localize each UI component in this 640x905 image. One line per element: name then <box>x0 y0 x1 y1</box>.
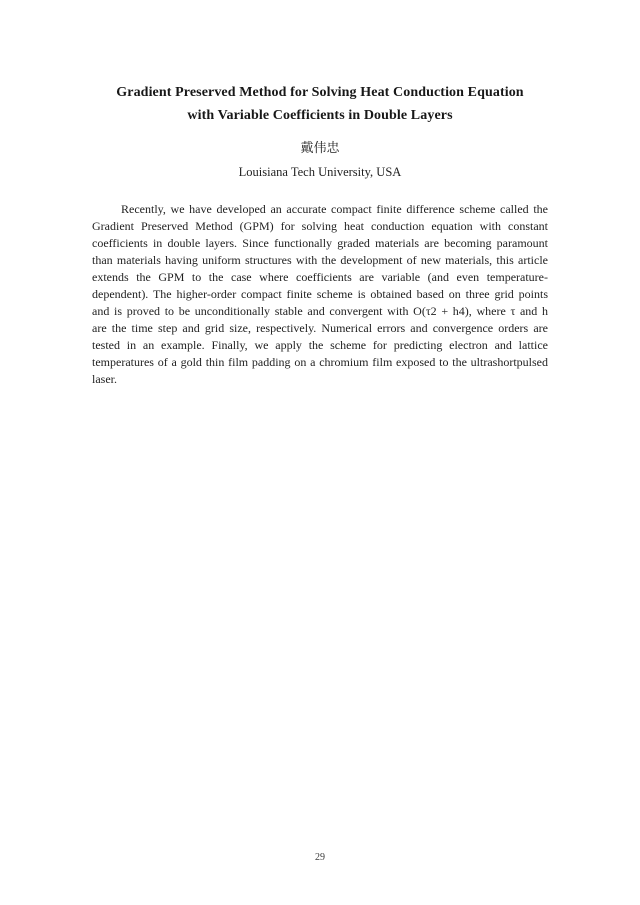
paper-title-line-1: Gradient Preserved Method for Solving Heat Conduction Equation <box>116 85 524 100</box>
abstract-paragraph: Recently, we have developed an accurate compact finite difference scheme called the Gradient Preserved Method (GPM) for solving heat conduction equation with constant coefficients in double layers. Since functionally graded materials are becoming paramount than materials having uniform structures with the development of new materials, this article extends the GPM to the case where coefficients are variable (and even temperature-dependent). The higher-order compact finite scheme is obtained based on three grid points and is proved to be unconditionally stable and convergent with O(τ2 + h4), where τ and h are the time step and grid size, respectively. Numerical errors and convergence orders are tested in an example. Finally, we apply the scheme for predicting electron and lattice temperatures of a gold thin film padding on a chromium film exposed to the ultrashortpulsed laser. <box>92 202 548 386</box>
paper-title <box>0 0 640 127</box>
author-name: 戴伟忠 <box>300 140 340 155</box>
paper-title-line-2: with Variable Coefficients in Double Layers <box>187 108 453 123</box>
author-affiliation: Louisiana Tech University, USA <box>238 165 402 179</box>
page-number: 29 <box>315 852 325 863</box>
